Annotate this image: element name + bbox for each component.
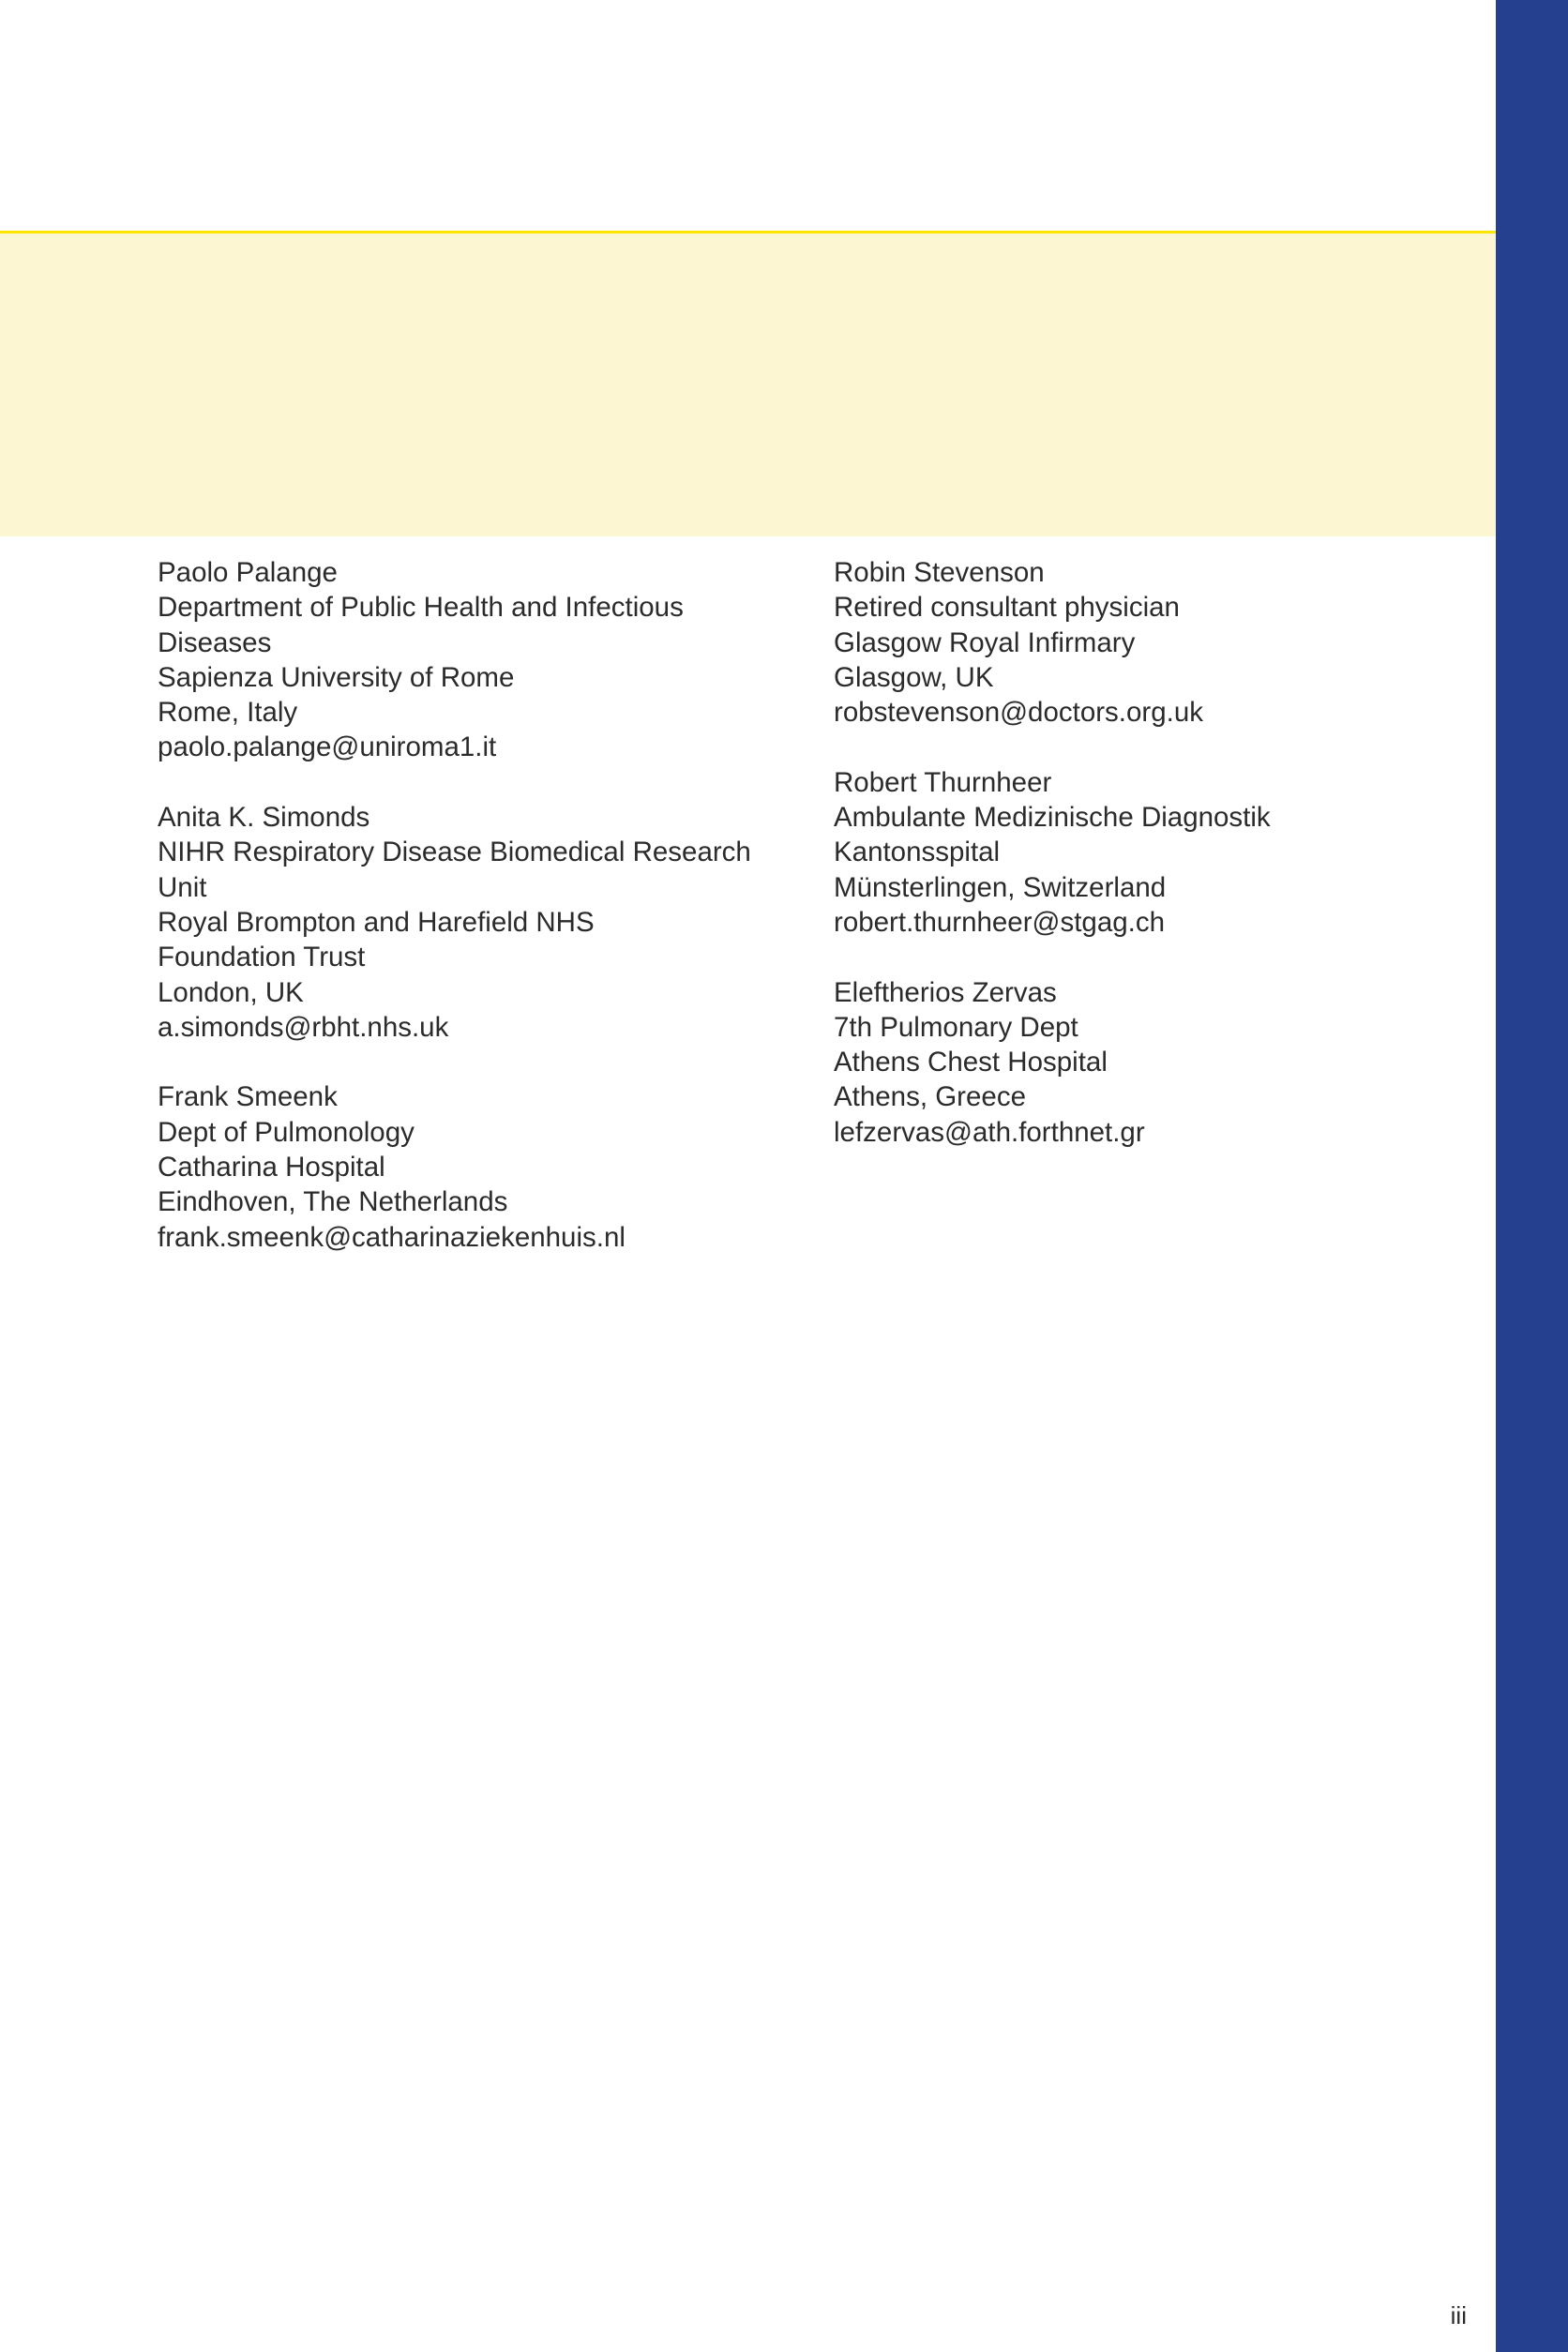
contributor-entry	[834, 975, 1434, 1150]
contributor-entry	[834, 555, 1434, 730]
contributor-name: Anita K. Simonds	[158, 802, 370, 834]
affiliation-line: Athens Chest Hospital	[834, 1047, 1108, 1078]
affiliation-line: Royal Brompton and Harefield NHS	[158, 906, 595, 938]
contributor-name: Paolo Palange	[158, 557, 338, 588]
affiliation-line: Dept of Pulmonology	[158, 1116, 415, 1148]
affiliation-line: Münsterlingen, Switzerland	[834, 871, 1167, 903]
contributors-right-column	[834, 555, 1434, 1184]
contributor-email: a.simonds@rbht.nhs.uk	[158, 1011, 449, 1043]
affiliation-line: Glasgow Royal Infirmary	[834, 626, 1136, 658]
contributor-name: Robin Stevenson	[834, 557, 1045, 588]
affiliation-line: Department of Public Health and Infectious	[158, 592, 684, 624]
header-band	[0, 231, 1496, 536]
affiliation-line: Foundation Trust	[158, 942, 366, 973]
affiliation-line: Unit	[158, 871, 207, 903]
affiliation-line: Glasgow, UK	[834, 661, 994, 693]
contributor-email: frank.smeenk@catharinaziekenhuis.nl	[158, 1221, 626, 1253]
contributor-entry	[158, 800, 758, 1045]
affiliation-line: Diseases	[158, 626, 272, 658]
affiliation-line: Rome, Italy	[158, 697, 298, 729]
contributor-email: robert.thurnheer@stgag.ch	[834, 906, 1166, 938]
affiliation-line: Eindhoven, The Netherlands	[158, 1186, 508, 1218]
contributor-name: Robert Thurnheer	[834, 766, 1052, 798]
affiliation-line: Kantonsspital	[834, 837, 1001, 868]
contributor-name: Eleftherios Zervas	[834, 976, 1057, 1008]
affiliation-line: Catharina Hospital	[158, 1152, 385, 1184]
affiliation-line: 7th Pulmonary Dept	[834, 1011, 1078, 1043]
affiliation-line: Retired consultant physician	[834, 592, 1180, 624]
contributor-email: robstevenson@doctors.org.uk	[834, 697, 1203, 729]
affiliation-line: London, UK	[158, 976, 304, 1008]
affiliation-line: NIHR Respiratory Disease Biomedical Research	[158, 837, 751, 868]
contributor-name: Frank Smeenk	[158, 1081, 338, 1113]
contributor-email: lefzervas@ath.forthnet.gr	[834, 1116, 1145, 1148]
contributor-entry	[158, 1079, 758, 1254]
contributor-entry	[158, 555, 758, 765]
affiliation-line: Athens, Greece	[834, 1081, 1026, 1113]
contributor-email: paolo.palange@uniroma1.it	[158, 731, 497, 763]
side-color-bar	[1496, 0, 1568, 2352]
affiliation-line: Sapienza University of Rome	[158, 661, 515, 693]
affiliation-line: Ambulante Medizinische Diagnostik	[834, 802, 1271, 834]
page-number: iii	[1450, 2301, 1467, 2329]
contributor-entry	[834, 765, 1434, 940]
contributors-left-column	[158, 555, 758, 1289]
